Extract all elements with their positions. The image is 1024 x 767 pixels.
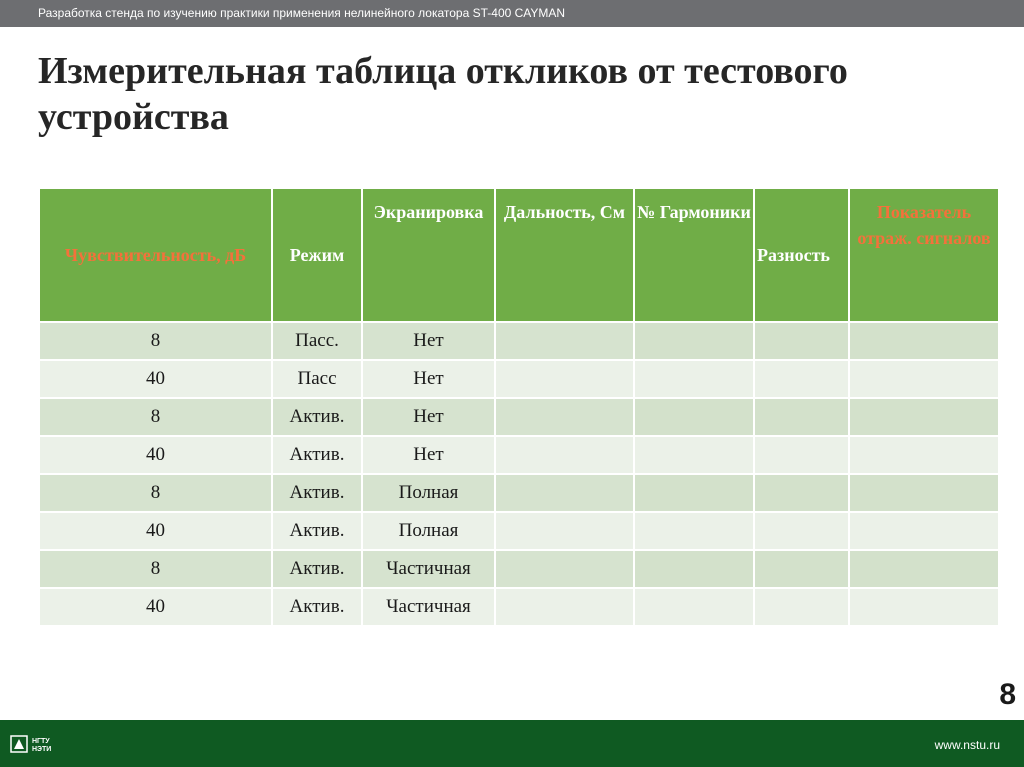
table-cell <box>495 322 634 360</box>
table-cell <box>634 436 754 474</box>
table-cell: Пасс <box>272 360 362 398</box>
table-cell: Актив. <box>272 398 362 436</box>
table-cell <box>634 322 754 360</box>
table-cell <box>849 512 999 550</box>
logo-line-2: НЭТИ <box>32 746 52 753</box>
table-cell: Нет <box>362 398 495 436</box>
table-cell: Актив. <box>272 474 362 512</box>
table-cell <box>495 550 634 588</box>
table-cell: 8 <box>39 322 272 360</box>
column-header-distance: Дальность, См <box>495 188 634 322</box>
table-cell <box>849 322 999 360</box>
table-cell <box>495 588 634 626</box>
table-cell <box>849 474 999 512</box>
table-cell: Пасс. <box>272 322 362 360</box>
table-cell: 40 <box>39 360 272 398</box>
table-cell <box>849 436 999 474</box>
table-cell <box>754 474 849 512</box>
column-header-difference: Разность <box>754 188 849 322</box>
table-cell <box>849 360 999 398</box>
table-cell: Актив. <box>272 512 362 550</box>
table-cell <box>495 474 634 512</box>
table-cell <box>495 360 634 398</box>
table-cell: Нет <box>362 360 495 398</box>
table-cell <box>634 550 754 588</box>
header-bar <box>0 0 1024 27</box>
table-cell <box>754 588 849 626</box>
table-row <box>39 550 999 588</box>
measurement-table <box>38 187 1000 627</box>
table-cell: 40 <box>39 588 272 626</box>
table-cell: Частичная <box>362 550 495 588</box>
column-header-shielding: Экранировка <box>362 188 495 322</box>
table-row <box>39 512 999 550</box>
table-row <box>39 398 999 436</box>
table-cell <box>849 550 999 588</box>
column-header-reflection-index: Показатель отраж. сигналов <box>849 188 999 322</box>
table-cell: Полная <box>362 512 495 550</box>
column-header-mode: Режим <box>272 188 362 322</box>
table-cell: Актив. <box>272 588 362 626</box>
table-cell: 8 <box>39 474 272 512</box>
footer-bar <box>0 720 1024 767</box>
table-cell <box>754 436 849 474</box>
table-cell <box>634 512 754 550</box>
table-cell <box>634 360 754 398</box>
logo-line-1: НГТУ <box>32 738 50 745</box>
table-cell <box>495 512 634 550</box>
table-cell: Актив. <box>272 436 362 474</box>
table-cell <box>754 512 849 550</box>
table-row <box>39 360 999 398</box>
table-cell: 40 <box>39 512 272 550</box>
table-cell: Нет <box>362 322 495 360</box>
table-cell <box>495 436 634 474</box>
table-cell: 8 <box>39 550 272 588</box>
table-cell <box>634 398 754 436</box>
table-cell <box>849 588 999 626</box>
table-cell: Актив. <box>272 550 362 588</box>
table-header-row <box>39 188 999 322</box>
table-cell <box>754 398 849 436</box>
table-cell: 8 <box>39 398 272 436</box>
page-number: 8 <box>999 678 1016 711</box>
table-cell <box>849 398 999 436</box>
table-row <box>39 588 999 626</box>
table-cell: Полная <box>362 474 495 512</box>
table-row <box>39 322 999 360</box>
table-cell <box>754 322 849 360</box>
table-cell <box>495 398 634 436</box>
nstu-logo <box>10 733 70 755</box>
table-row <box>39 474 999 512</box>
slide-title: Измерительная таблица откликов от тестового устройства <box>38 50 848 138</box>
table-cell <box>634 588 754 626</box>
table-cell: Нет <box>362 436 495 474</box>
column-header-sensitivity: Чувствительность, дБ <box>39 188 272 322</box>
website-link[interactable]: www.nstu.ru <box>934 738 1000 752</box>
table-cell <box>754 360 849 398</box>
table-cell <box>754 550 849 588</box>
table-row <box>39 436 999 474</box>
presentation-subtitle: Разработка стенда по изучению практики применения нелинейного локатора ST-400 CAYMAN <box>38 6 566 20</box>
table-cell: Частичная <box>362 588 495 626</box>
table-cell <box>634 474 754 512</box>
table-cell: 40 <box>39 436 272 474</box>
column-header-harmonic: № Гармоники <box>634 188 754 322</box>
